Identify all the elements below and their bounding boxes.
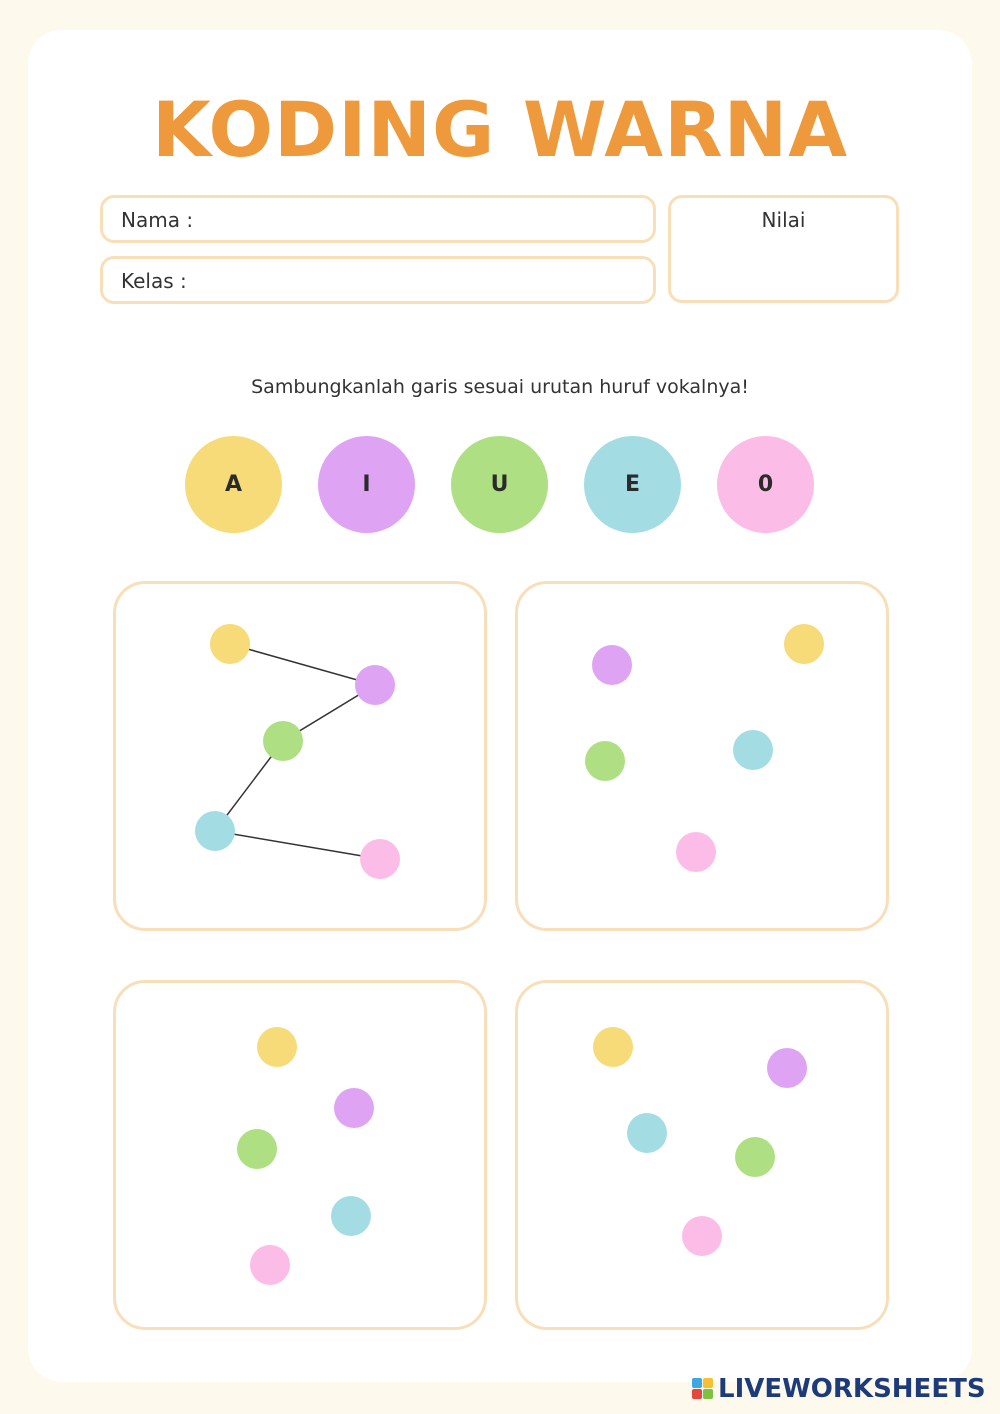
vowel-e-letter: E bbox=[624, 472, 641, 497]
vowel-o-letter: 0 bbox=[757, 472, 774, 497]
vowel-i-circle bbox=[318, 436, 415, 533]
score-box bbox=[668, 195, 899, 303]
puzzle-4-canvas bbox=[515, 980, 889, 1330]
dot-e[interactable] bbox=[331, 1196, 371, 1236]
liveworksheets-brand: LIVEWORKSHEETS bbox=[718, 1374, 986, 1404]
dot-i[interactable] bbox=[334, 1088, 374, 1128]
vowel-u-circle bbox=[451, 436, 548, 533]
puzzle-panel-2[interactable] bbox=[515, 581, 889, 931]
vowel-i-letter: I bbox=[362, 472, 371, 497]
liveworksheets-logo bbox=[692, 1374, 986, 1404]
class-label: Kelas : bbox=[121, 269, 187, 293]
dot-o[interactable] bbox=[250, 1245, 290, 1285]
instruction-text: Sambungkanlah garis sesuai urutan huruf vokalnya! bbox=[251, 376, 749, 398]
dot-o[interactable] bbox=[676, 832, 716, 872]
dot-a[interactable] bbox=[784, 624, 824, 664]
dot-u[interactable] bbox=[585, 741, 625, 781]
name-field[interactable] bbox=[100, 195, 656, 243]
dot-e[interactable] bbox=[733, 730, 773, 770]
dot-o bbox=[360, 839, 400, 879]
puzzle-3-canvas bbox=[113, 980, 487, 1330]
vowel-e-circle bbox=[584, 436, 681, 533]
dot-e[interactable] bbox=[627, 1113, 667, 1153]
dot-i[interactable] bbox=[592, 645, 632, 685]
puzzle-2-canvas bbox=[515, 581, 889, 931]
dot-a[interactable] bbox=[593, 1027, 633, 1067]
dot-u bbox=[263, 721, 303, 761]
class-field[interactable] bbox=[100, 256, 656, 304]
dot-a[interactable] bbox=[257, 1027, 297, 1067]
vowel-a-circle bbox=[185, 436, 282, 533]
dot-u[interactable] bbox=[735, 1137, 775, 1177]
vowel-o-circle bbox=[717, 436, 814, 533]
dot-i[interactable] bbox=[767, 1048, 807, 1088]
dot-o[interactable] bbox=[682, 1216, 722, 1256]
puzzle-panel-1[interactable] bbox=[113, 581, 487, 931]
score-label: Nilai bbox=[761, 208, 806, 232]
puzzle-panel-3[interactable] bbox=[113, 980, 487, 1330]
liveworksheets-icon bbox=[692, 1378, 714, 1400]
page-title: KODING WARNA bbox=[151, 85, 849, 174]
name-label: Nama : bbox=[121, 208, 194, 232]
puzzle-panel-4[interactable] bbox=[515, 980, 889, 1330]
vowel-u-letter: U bbox=[490, 472, 509, 497]
dot-u[interactable] bbox=[237, 1129, 277, 1169]
dot-e bbox=[195, 811, 235, 851]
puzzle-1-canvas bbox=[113, 581, 487, 931]
dot-i bbox=[355, 665, 395, 705]
vowel-a-letter: A bbox=[224, 472, 243, 497]
dot-a bbox=[210, 624, 250, 664]
